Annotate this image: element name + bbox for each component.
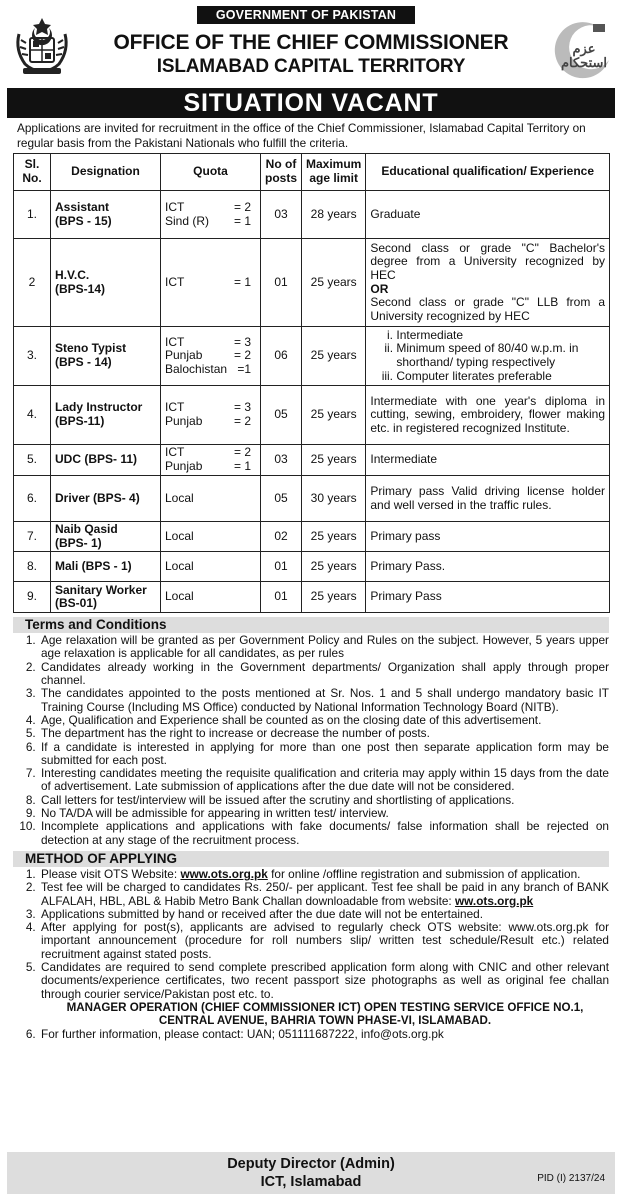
terms-heading: Terms and Conditions [13, 617, 609, 633]
cell-age: 25 years [302, 239, 366, 327]
government-label: GOVERNMENT OF PAKISTAN [197, 6, 415, 24]
quota-line [165, 401, 251, 415]
designation-scale: (BS-01) [55, 596, 98, 611]
cell-posts: 03 [261, 445, 302, 476]
cell-sl: 6. [14, 476, 51, 522]
method-item [39, 961, 609, 1028]
cell-sl: 2 [14, 239, 51, 327]
cell-qualification: Intermediate with one year's diploma in cutting, sewing, embroidery, flower making etc. in registered recognized Institute. [366, 386, 610, 445]
term-item: 1. Age relaxation will be granted as per Government Policy and Rules on the subject. However, 5 years upper age relaxation is applicable for all candidates, as per rules [39, 634, 609, 661]
cell-quota [161, 239, 261, 327]
signatory-title: Deputy Director (Admin) [227, 1156, 395, 1172]
table-row [14, 445, 610, 476]
cell-posts: 05 [261, 386, 302, 445]
cell-sl: 1. [14, 191, 51, 239]
qualification-item: iii. Computer literates preferable [396, 370, 605, 384]
cell-posts: 05 [261, 476, 302, 522]
cell-qualification: Primary pass Valid driving license holder and well versed in the traffic rules. [366, 476, 610, 522]
table-row [14, 522, 610, 552]
cell-qualification: Primary Pass. [366, 552, 610, 582]
ots-download-link[interactable]: ww.ots.org.pk [455, 893, 534, 908]
cell-qualification [366, 239, 610, 327]
term-item: 3. The candidates appointed to the posts mentioned at Sr. Nos. 1 and 5 shall undergo mandatory basic IT Training Course (Including MS Office) conducted by National Information Technology Board (NITB). [39, 687, 609, 714]
term-item: 9. No TA/DA will be admissible for appearing in written test/ interview. [39, 807, 609, 820]
quota-region: Local [165, 558, 194, 573]
quota-count: = 1 [233, 274, 251, 289]
designation-scale: (BPS-14) [55, 281, 106, 296]
quota-region: Sind (R) [165, 213, 210, 228]
cell-posts: 03 [261, 191, 302, 239]
method-text: Test fee will be charged to candidates Rs. 250/- per applicant. Test fee shall be paid in any branch of BANK ALFALAH, HBL, ABL & Habib Metro Bank Challan downloadable from website: [41, 880, 609, 908]
term-item: 7. Interesting candidates meeting the requisite qualification and criteria may apply within 15 days from the date of advertisement. Late submission of applications after the due date will not be considered. [39, 767, 609, 794]
cell-sl: 4. [14, 386, 51, 445]
method-text: for online /offline registration and submission of application. [267, 866, 581, 881]
quota-count: = 3 [233, 334, 251, 349]
table-row [14, 476, 610, 522]
table-row [14, 327, 610, 386]
method-text: Candidates are required to send complete prescribed application form along with CNIC and other relevant documents/experience certificates, two recent passport size photographs as well as original fee challan through courier service/Pakistan post etc. to. [41, 960, 609, 1001]
cell-sl: 9. [14, 582, 51, 613]
col-posts: No of posts [261, 154, 302, 191]
quota-line [165, 201, 251, 215]
cell-designation [51, 582, 161, 613]
term-item: 4. Age, Qualification and Experience shall be counted as on the closing date of this advertisement. [39, 714, 609, 727]
cell-quota [161, 191, 261, 239]
method-item: 6. For further information, please contact: UAN; 051111687222, info@ots.org.pk [39, 1028, 609, 1041]
quota-region: Local [165, 589, 194, 604]
cell-age: 28 years [302, 191, 366, 239]
office-title: OFFICE OF THE CHIEF COMMISSIONER [113, 31, 509, 54]
advertisement-page [7, 6, 615, 1194]
table-header-row [14, 154, 610, 191]
designation-scale: (BPS - 15) [55, 213, 112, 228]
cell-qualification: Graduate [366, 191, 610, 239]
method-item: 3. Applications submitted by hand or received after the due date will not be entertained. [39, 908, 609, 921]
method-item [39, 881, 609, 908]
qualification-item: ii. Minimum speed of 80/40 w.p.m. in shorthand/ typing respectively [396, 342, 605, 369]
term-item: 2. Candidates already working in the Government departments/ Organization shall apply through proper channel. [39, 661, 609, 688]
quota-line [165, 336, 251, 350]
cell-posts: 01 [261, 239, 302, 327]
quota-line [165, 349, 251, 363]
cell-designation [51, 386, 161, 445]
cell-designation [51, 476, 161, 522]
qualification-item: i. Intermediate [396, 329, 605, 343]
designation-scale: (BPS-11) [55, 414, 105, 428]
cell-qualification [366, 327, 610, 386]
mailing-address-line2: CENTRAL AVENUE, BAHRIA TOWN PHASE-VI, ISLAMABAD. [158, 1014, 492, 1028]
cell-age: 25 years [302, 582, 366, 613]
qualification-option-b: Second class or grade "C" LLB from a University recognized by HEC [370, 295, 605, 323]
quota-line [165, 276, 251, 290]
quota-count: = 2 [233, 445, 251, 460]
quota-region: Punjab [165, 348, 203, 363]
cell-quota [161, 386, 261, 445]
intro-paragraph: Applications are invited for recruitment in the office of the Chief Commissioner, Islamabad Capital Territory on regular basis from the Pakistani Nationals who fulfill the criteria. [17, 121, 586, 150]
quota-count: = 1 [233, 459, 251, 473]
quota-region: ICT [165, 334, 185, 349]
designation-name: Mali (BPS - 1) [55, 558, 132, 573]
cell-posts: 01 [261, 552, 302, 582]
quota-region: ICT [165, 199, 185, 214]
cell-sl: 8. [14, 552, 51, 582]
cell-age: 25 years [302, 522, 366, 552]
quota-region: Local [165, 528, 194, 543]
designation-name: Lady Instructor [55, 400, 143, 415]
col-sl-no: Sl. No. [14, 154, 51, 191]
method-text: Please visit OTS Website: [41, 866, 181, 881]
cell-posts: 06 [261, 327, 302, 386]
cell-designation [51, 445, 161, 476]
cell-qualification: Primary pass [366, 522, 610, 552]
quota-count: = 1 [233, 213, 251, 228]
cell-quota [161, 476, 261, 522]
table-row [14, 582, 610, 613]
quota-count: = 2 [233, 199, 251, 214]
signatory-office: ICT, Islamabad [260, 1174, 362, 1190]
col-designation: Designation [51, 154, 161, 191]
method-heading: METHOD OF APPLYING [13, 851, 609, 867]
designation-scale: (BPS - 14) [55, 355, 112, 369]
pid-number: PID (I) 2137/24 [537, 1173, 605, 1184]
terms-list [13, 634, 609, 847]
method-list [13, 868, 609, 1041]
cell-age: 25 years [302, 445, 366, 476]
cell-designation [51, 327, 161, 386]
quota-count: = 2 [233, 348, 251, 363]
qualification-option-a: Second class or grade "C" Bachelor's degree from a University recognized by HEC [370, 240, 605, 282]
designation-name: Steno Typist [55, 341, 127, 356]
header [7, 6, 615, 86]
cell-age: 30 years [302, 476, 366, 522]
term-item: 6. If a candidate is interested in applying for more than one post then separate application form may be submitted for each post. [39, 741, 609, 768]
quota-line [165, 415, 251, 429]
designation-name: Assistant [55, 199, 110, 214]
designation-name: Naib Qasid [55, 522, 118, 536]
term-item: 5. The department has the right to increase or decrease the number of posts. [39, 727, 609, 740]
quota-line [165, 363, 251, 377]
col-age-limit: Maximum age limit [302, 154, 366, 191]
cell-qualification: Intermediate [366, 445, 610, 476]
mailing-address-line1: MANAGER OPERATION (CHIEF COMMISSIONER ICT) OPEN TESTING SERVICE OFFICE NO.1, [66, 1000, 584, 1014]
situation-vacant-banner: SITUATION VACANT [7, 88, 615, 118]
ots-website-link[interactable]: www.ots.org.pk [180, 866, 268, 881]
quota-count: = 3 [233, 400, 251, 415]
table-row [14, 239, 610, 327]
quota-line [165, 460, 251, 474]
quota-line [165, 446, 251, 460]
quota-count: =1 [237, 361, 251, 376]
logo-text: عزم استحکام [560, 41, 607, 70]
designation-name: H.V.C. [55, 267, 90, 282]
cell-designation [51, 191, 161, 239]
quota-region: Punjab [165, 459, 203, 473]
qualification-or: OR [370, 281, 389, 296]
col-qualification: Educational qualification/ Experience [366, 154, 610, 191]
method-item: 4. After applying for post(s), applicants are advised to regularly check OTS website: www.ots.org.pk for important announcement (procedure for roll numbers slip/ written test schedule/Result etc.) related recruitment against stated posts. [39, 921, 609, 961]
table-row [14, 386, 610, 445]
designation-scale: (BPS- 1) [55, 535, 102, 550]
signature-footer [7, 1152, 615, 1194]
quota-region: ICT [165, 445, 185, 460]
cell-qualification: Primary Pass [366, 582, 610, 613]
quota-region: Local [165, 490, 194, 505]
table-row [14, 552, 610, 582]
quota-region: ICT [165, 400, 185, 415]
term-item: 10. Incomplete applications and applications with fake documents/ false information shall be rejected on detection at any stage of the recruitment process. [39, 820, 609, 847]
cell-posts: 01 [261, 582, 302, 613]
quota-region: Balochistan [165, 361, 228, 376]
cell-designation [51, 239, 161, 327]
vacancy-table [13, 153, 610, 613]
cell-sl: 3. [14, 327, 51, 386]
designation-name: UDC (BPS- 11) [55, 452, 138, 467]
cell-age: 25 years [302, 327, 366, 386]
col-quota: Quota [161, 154, 261, 191]
quota-region: Punjab [165, 414, 203, 428]
method-item [39, 868, 609, 881]
cell-quota [161, 445, 261, 476]
office-subtitle: ISLAMABAD CAPITAL TERRITORY [156, 56, 466, 77]
table-row [14, 191, 610, 239]
designation-name: Sanitary Worker [55, 582, 147, 597]
azm-e-istehkam-logo [551, 20, 613, 82]
cell-age: 25 years [302, 386, 366, 445]
cell-sl: 7. [14, 522, 51, 552]
cell-age: 25 years [302, 552, 366, 582]
designation-name: Driver (BPS- 4) [55, 490, 140, 505]
cell-quota [161, 552, 261, 582]
qualification-list [370, 329, 605, 383]
cell-quota [161, 582, 261, 613]
cell-quota [161, 522, 261, 552]
cell-sl: 5. [14, 445, 51, 476]
term-item: 8. Call letters for test/interview will be issued after the scrutiny and shortlisting of applications. [39, 794, 609, 807]
cell-designation [51, 552, 161, 582]
quota-region: ICT [165, 274, 185, 289]
cell-posts: 02 [261, 522, 302, 552]
cell-designation [51, 522, 161, 552]
quota-count: = 2 [233, 414, 251, 428]
quota-line [165, 215, 251, 229]
cell-quota [161, 327, 261, 386]
